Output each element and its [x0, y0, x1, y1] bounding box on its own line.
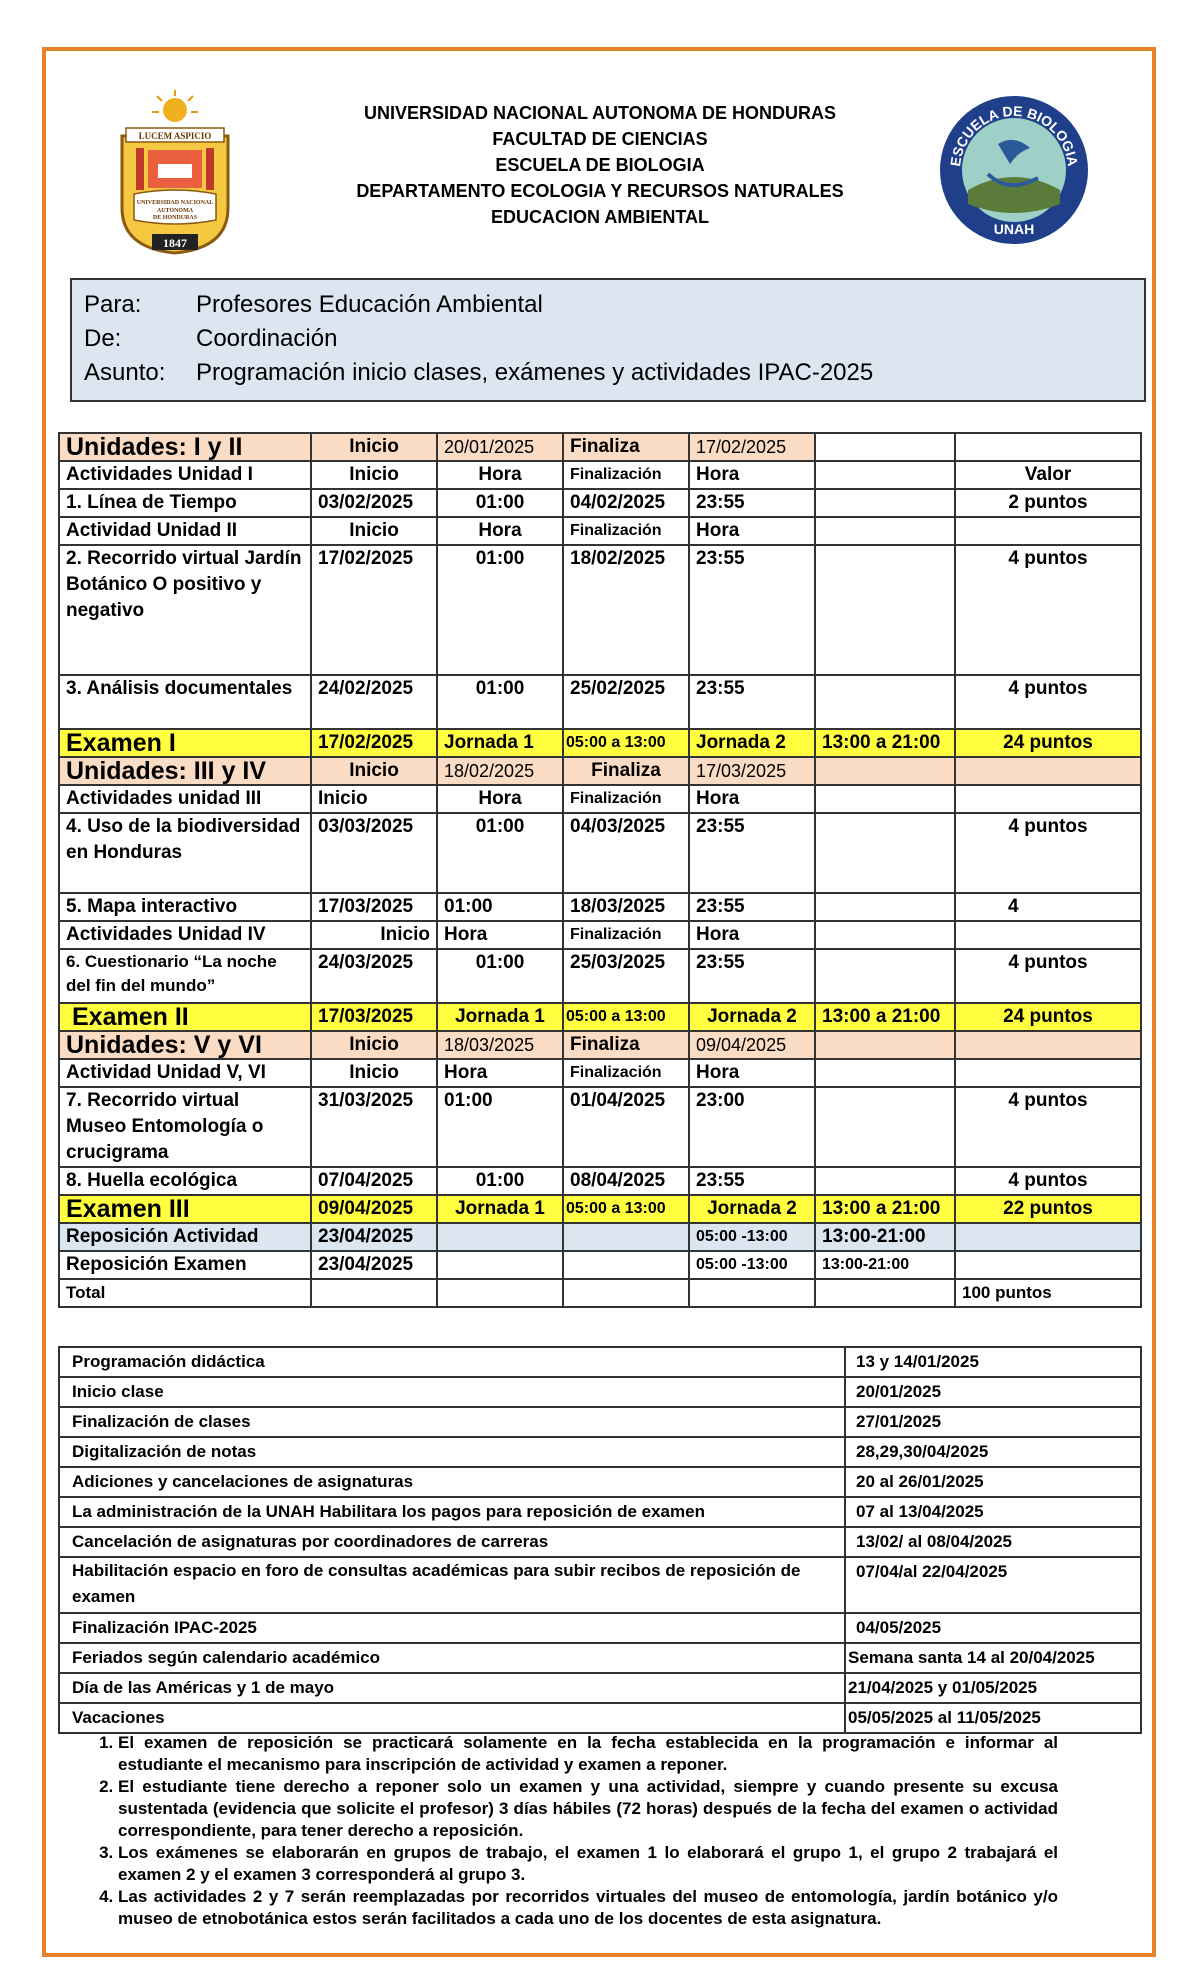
- calendar-row: Día de las Américas y 1 de mayo 21/04/2025 y 01/05/2025: [59, 1673, 1141, 1703]
- table-row: Actividad Unidad II Inicio Hora Finalización Hora: [59, 517, 1141, 545]
- unit-row: Unidades: III y IV Inicio 18/02/2025 Finaliza 17/03/2025: [59, 757, 1141, 785]
- calendar-row: Cancelación de asignaturas por coordinadores de carreras 13/02/ al 08/04/2025: [59, 1527, 1141, 1557]
- table-row: 5. Mapa interactivo 17/03/2025 01:00 18/03/2025 23:55 4: [59, 893, 1141, 921]
- calendar-table: [58, 1346, 1142, 1734]
- logo-title: ESCUELA DE BIOLOGIA: [947, 102, 1081, 168]
- exam-row: Examen III 09/04/2025 Jornada 1 05:00 a 13:00 Jornada 2 13:00 a 21:00 22 puntos: [59, 1195, 1141, 1223]
- calendar-row: Programación didáctica 13 y 14/01/2025: [59, 1347, 1141, 1377]
- note-item: 1. El examen de reposición se practicará solamente en la fecha establecida en la programación e informar al estudiante el mecanismo para inscripción de actividad y examen a reponer.: [118, 1732, 1058, 1776]
- notes-list: [88, 1732, 1058, 1930]
- memo-asunto-value: Programación inicio clases, exámenes y actividades IPAC-2025: [196, 359, 874, 386]
- table-row: Reposición Examen 23/04/2025 05:00 -13:00 13:00-21:00: [59, 1251, 1141, 1279]
- table-row: 8. Huella ecológica 07/04/2025 01:00 08/04/2025 23:55 4 puntos: [59, 1167, 1141, 1195]
- calendar-row: La administración de la UNAH Habilitara los pagos para reposición de examen 07 al 13/04/2025: [59, 1497, 1141, 1527]
- header-line-5: EDUCACION AMBIENTAL: [491, 207, 709, 227]
- header-line-2: FACULTAD DE CIENCIAS: [492, 129, 708, 149]
- table-row: 3. Análisis documentales 24/02/2025 01:00 25/02/2025 23:55 4 puntos: [59, 675, 1141, 729]
- calendar-row: Inicio clase 20/01/2025: [59, 1377, 1141, 1407]
- calendar-row: Feriados según calendario académico Semana santa 14 al 20/04/2025: [59, 1643, 1141, 1673]
- exam-row: Examen II 17/03/2025 Jornada 1 05:00 a 13:00 Jornada 2 13:00 a 21:00 24 puntos: [59, 1003, 1141, 1031]
- svg-text:DE HONDURAS: DE HONDURAS: [152, 215, 198, 221]
- memo-de-label: De:: [84, 325, 122, 352]
- svg-text:AUTONOMA: AUTONOMA: [156, 208, 194, 214]
- calendar-row: Adiciones y cancelaciones de asignaturas 20 al 26/01/2025: [59, 1467, 1141, 1497]
- memo-box: [70, 278, 1146, 402]
- table-row: 2. Recorrido virtual Jardín Botánico O positivo y negativo 17/02/2025 01:00 18/02/2025 23:55 4 puntos: [59, 545, 1141, 675]
- header-line-4: DEPARTAMENTO ECOLOGIA Y RECURSOS NATURALES: [356, 181, 844, 201]
- unit-row: Unidades: I y II Inicio 20/01/2025 Finaliza 17/02/2025: [59, 433, 1141, 461]
- exam-row: Examen I 17/02/2025 Jornada 1 05:00 a 13:00 Jornada 2 13:00 a 21:00 24 puntos: [59, 729, 1141, 757]
- table-row: 6. Cuestionario “La noche del fin del mundo” 24/03/2025 01:00 25/03/2025 23:55 4 puntos: [59, 949, 1141, 1003]
- memo-para-value: Profesores Educación Ambiental: [196, 291, 543, 318]
- note-item: 4. Las actividades 2 y 7 serán reemplazadas por recorridos virtuales del museo de entomología, jardín botánico y/o museo de etnobotánica estos serán facilitados a cada uno de los docentes de esta asignatura.: [118, 1886, 1058, 1930]
- unit-title: Unidades: I y II: [59, 433, 311, 461]
- table-row: Actividades Unidad IV Inicio Hora Finalización Hora: [59, 921, 1141, 949]
- seal-motto: LUCEM ASPICIO: [138, 131, 212, 141]
- table-row: 7. Recorrido virtual Museo Entomología o crucigrama 31/03/2025 01:00 01/04/2025 23:00 4 puntos: [59, 1087, 1141, 1167]
- note-item: 3. Los exámenes se elaborarán en grupos de trabajo, el examen 1 lo elaborará el grupo 1, el grupo 2 trabajará el examen 2 y el examen 3 corresponderá al grupo 3.: [118, 1842, 1058, 1886]
- logo-sub: UNAH: [993, 221, 1035, 237]
- table-row: 4. Uso de la biodiversidad en Honduras 03/03/2025 01:00 04/03/2025 23:55 4 puntos: [59, 813, 1141, 893]
- schedule-table: [58, 432, 1142, 1308]
- table-row: Actividades unidad III Inicio Hora Finalización Hora: [59, 785, 1141, 813]
- unit-row: Unidades: V y VI Inicio 18/03/2025 Finaliza 09/04/2025: [59, 1031, 1141, 1059]
- memo-para-label: Para:: [84, 291, 142, 318]
- header-line-3: ESCUELA DE BIOLOGIA: [495, 155, 705, 175]
- calendar-row: Vacaciones 05/05/2025 al 11/05/2025: [59, 1703, 1141, 1733]
- calendar-row: Digitalización de notas 28,29,30/04/2025: [59, 1437, 1141, 1467]
- calendar-row: Finalización de clases 27/01/2025: [59, 1407, 1141, 1437]
- table-row: Actividad Unidad V, VI Inicio Hora Finalización Hora: [59, 1059, 1141, 1087]
- calendar-row: Habilitación espacio en foro de consultas académicas para subir recibos de reposición de examen 07/04/al 22/04/2025: [59, 1557, 1141, 1613]
- escuela-biologia-logo: [938, 94, 1090, 246]
- memo-asunto-label: Asunto:: [84, 359, 166, 386]
- table-row: Actividades Unidad I Inicio Hora Finalización Hora Valor: [59, 461, 1141, 489]
- unit-title: Unidades: III y IV: [59, 757, 311, 785]
- unit-title: Unidades: V y VI: [59, 1031, 311, 1059]
- memo-de-value: Coordinación: [196, 325, 338, 352]
- note-item: 2. El estudiante tiene derecho a reponer solo un examen y una actividad, siempre y cuando presente su excusa sustentada (evidencia que solicite el profesor) 3 días hábiles (72 horas) después de la fecha del examen o actividad correspondiente, para tener derecho a reposición.: [118, 1776, 1058, 1842]
- table-row: Reposición Actividad 23/04/2025 05:00 -13:00 13:00-21:00: [59, 1223, 1141, 1251]
- calendar-row: Finalización IPAC-2025 04/05/2025: [59, 1613, 1141, 1643]
- header-line-1: UNIVERSIDAD NACIONAL AUTONOMA DE HONDURAS: [363, 103, 837, 123]
- table-row: 1. Línea de Tiempo 03/02/2025 01:00 04/02/2025 23:55 2 puntos: [59, 489, 1141, 517]
- seal-year: 1847: [163, 236, 187, 250]
- total-row: Total 100 puntos: [59, 1279, 1141, 1307]
- seal-ring-text: UNIVERSIDAD NACIONAL: [136, 200, 214, 206]
